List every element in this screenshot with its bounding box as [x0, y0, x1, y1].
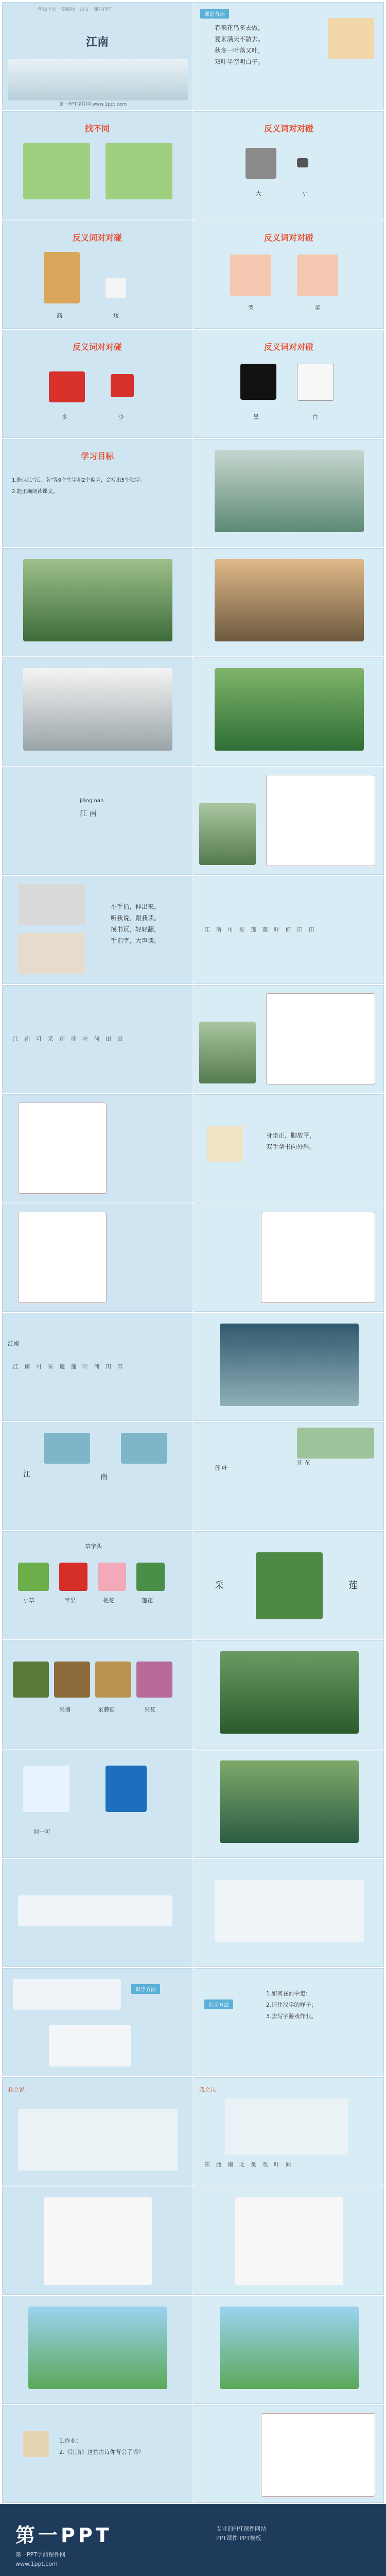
slide-title: 反义词对对碰 [264, 233, 313, 243]
character-row: 江 南 可 采 莲 莲 叶 何 田 田 [13, 1036, 125, 1042]
word-label: 莲花 [142, 1597, 153, 1604]
slide-title: 找不同 [84, 124, 110, 133]
slide-grid-right[interactable] [194, 1204, 384, 1312]
slide-title: 反义词对对碰 [264, 124, 313, 133]
slide-lotus-cards[interactable] [194, 1422, 384, 1530]
fish-glyph-strip [18, 1895, 172, 1926]
method-tag: 识字方法 [131, 1984, 160, 1994]
char-label: 河一可 [33, 1828, 50, 1835]
word-label: 桃花 [103, 1597, 114, 1604]
homework-line: 2.《江南》这首古诗你背会了吗？ [59, 2449, 144, 2455]
method-line: 1.如何在河中走： [266, 1990, 311, 1997]
slide-recognize[interactable] [194, 2077, 384, 2185]
slide-warmup[interactable] [194, 2, 384, 110]
character-grid [266, 993, 375, 1084]
character-row: 江 南 可 采 莲 莲 叶 何 田 田 [13, 1363, 125, 1370]
slide-photo-lotus[interactable] [194, 657, 384, 766]
canal-houses-image [215, 559, 364, 641]
ruler-strip [13, 1979, 121, 2010]
cherries-image [49, 371, 85, 402]
apple-image [59, 1563, 87, 1591]
goal-line: 1.能认江“江、南”等9个生字和2个偏旁，会写出5个独字。 [12, 478, 145, 483]
slide-char-row[interactable] [194, 876, 384, 984]
slide-poem-grid[interactable] [194, 767, 384, 875]
slide-photo-snow[interactable] [2, 657, 192, 766]
slide-photo-canal[interactable] [194, 548, 384, 656]
word-label: 采蘑菇 [98, 1706, 115, 1713]
slide-photo-river-aerial[interactable] [194, 1313, 384, 1421]
footer-right-text: 专业的PPT课件网站 PPT课件 PPT模板 [216, 2526, 266, 2541]
title-pinyin: jiāng nán [80, 798, 104, 804]
lotus-image [136, 1563, 165, 1591]
poem-card [44, 2197, 152, 2285]
antonym-label: 白 [312, 414, 318, 420]
lotus-pond-image [215, 668, 364, 751]
goal-line: 2.能正确朗读课文。 [12, 489, 58, 495]
slide-grass-radical[interactable] [2, 1531, 192, 1639]
slide-char-cards[interactable] [194, 1859, 384, 1967]
river-thumb-image [121, 1433, 167, 1464]
river-town-image [215, 450, 364, 532]
word-card: 莲 花 [297, 1460, 310, 1466]
picking-image [13, 1662, 49, 1698]
slide-poem-color-2[interactable] [194, 2296, 384, 2404]
antonym-label: 大 [256, 190, 261, 197]
slide-find-diff[interactable] [2, 111, 192, 219]
warmup-line: 双叶半空明白子。 [215, 58, 265, 65]
slide-grid-left[interactable] [2, 1094, 192, 1202]
grass-image [18, 1563, 49, 1591]
slide-photo-river[interactable] [194, 439, 384, 547]
rabbit-image [106, 278, 126, 298]
habit-line: 听我说，跟我读。 [111, 914, 161, 922]
white-cat-image [297, 364, 334, 401]
lotus-flower-image [220, 1651, 359, 1734]
word-label: 采摘 [59, 1706, 71, 1713]
slide-title: 反义词对对碰 [72, 233, 122, 243]
section-label: 我会认 [199, 2087, 216, 2093]
antonym-label: 黑 [253, 414, 259, 420]
slide-antonyms-tall[interactable] [2, 221, 192, 329]
slide-photo-fish[interactable] [194, 1750, 384, 1858]
section-label: 我会说 [8, 2087, 25, 2093]
smiling-baby-image [297, 255, 338, 296]
slide-photo-bridge[interactable] [2, 548, 192, 656]
slide-poem-color[interactable] [2, 2296, 192, 2404]
apple-image [111, 374, 134, 397]
word-card: 莲 叶 [215, 1465, 228, 1471]
recognize-row: 东 西 南 北 鱼 戏 叶 间 [204, 2161, 293, 2168]
lotus-painting-image [199, 1022, 256, 1083]
method-tag: 识字方法 [204, 1999, 233, 2009]
child-writing-image [207, 1126, 243, 1162]
word-label: 采花 [144, 1706, 155, 1713]
slide-methods[interactable] [194, 1968, 384, 2076]
slide-title: 反义词对对碰 [72, 342, 122, 352]
poem-card [235, 2197, 343, 2285]
river-sign-image [23, 1766, 69, 1812]
poem-colour-image [28, 2307, 167, 2389]
habit-line: 手指字，大声读。 [111, 937, 161, 944]
character-grid [261, 1212, 375, 1303]
slide-photo-lotus-flower[interactable] [194, 1640, 384, 1749]
antonym-label: 多 [62, 414, 67, 420]
warmup-line: 春来花鸟多去做， [215, 24, 265, 31]
slide-char-river[interactable] [2, 1313, 192, 1421]
mushroom-image [95, 1662, 131, 1698]
cover-title: 江南 [85, 36, 109, 49]
tree-image [256, 1552, 323, 1619]
slide-directions[interactable] [2, 1968, 192, 2076]
homework-line: 1.作业： [59, 2437, 82, 2444]
char-card: 南 [100, 1473, 108, 1481]
elephant-image [245, 148, 276, 179]
book-hand-image [18, 884, 85, 925]
character-grid [18, 1103, 107, 1194]
char-card: 莲 [348, 1580, 358, 1591]
brand-logo: 第一PPT [15, 2524, 112, 2547]
winding-river-image [220, 1324, 359, 1406]
slide-goals[interactable] [2, 439, 192, 547]
slide-antonyms-big[interactable] [194, 111, 384, 219]
slide-he-ke[interactable] [2, 1750, 192, 1858]
slide-poem-grid-2[interactable] [194, 985, 384, 1093]
book-finger-image [18, 933, 85, 974]
method-line: 2.记住汉字的样子； [266, 2002, 317, 2008]
posture-line: 身坐正，脚放平， [266, 1132, 316, 1139]
slide-poem-title[interactable] [2, 767, 192, 875]
antonym-label: 高 [57, 312, 62, 319]
child-reading-image [328, 18, 374, 59]
cover-header: 一年级上册一部编版一语文一课件PPT [33, 7, 112, 12]
slide-title: 反义词对对碰 [264, 342, 313, 352]
slide-antonyms-many[interactable] [2, 330, 192, 438]
character-grid [18, 1212, 107, 1303]
slide-pick-char[interactable] [194, 1531, 384, 1639]
slide-fish-chars[interactable] [2, 1859, 192, 1967]
arch-diagram [225, 2098, 348, 2155]
slide-poem-card-2[interactable] [194, 2187, 384, 2295]
poem-colour-image [220, 2307, 359, 2389]
lotus-leaf-image [297, 1428, 374, 1459]
slide-picking[interactable] [2, 1640, 192, 1749]
character-grid [261, 2413, 375, 2497]
river-thumb-image [44, 1433, 90, 1464]
peach-blossom-image [98, 1563, 126, 1591]
char-card: 采 [215, 1580, 224, 1591]
crying-baby-image [230, 255, 271, 296]
antonym-label: 哭 [248, 304, 254, 311]
char-card: 江 [23, 1470, 30, 1479]
picking-image [54, 1662, 90, 1698]
slide-poem-card[interactable] [2, 2187, 192, 2295]
warmup-line: 夏来满天不散去。 [215, 36, 265, 43]
compass-diagram [49, 2025, 131, 2066]
habit-line: 小手指，伸出来， [111, 903, 161, 910]
slide-posture[interactable] [194, 1094, 384, 1202]
ink-mountain-image [8, 59, 188, 100]
antonym-label: 笑 [315, 304, 321, 311]
word-label: 苹果 [64, 1597, 76, 1604]
slide-speak[interactable] [2, 2077, 192, 2185]
slide-cover[interactable] [2, 2, 192, 110]
radical-label: 草字头 [85, 1543, 102, 1550]
footer-banner [0, 2504, 386, 2576]
lotus-painting-image [199, 803, 256, 865]
slide-homework[interactable] [2, 2405, 192, 2503]
slide-river-cards[interactable] [2, 1422, 192, 1530]
char-label: 江南 [8, 1340, 19, 1347]
slide-title: 学习目标 [80, 451, 114, 461]
stone-bridge-image [23, 559, 172, 641]
antonym-label: 少 [118, 414, 124, 420]
slide-antonyms-cry[interactable] [194, 221, 384, 329]
black-cat-image [240, 364, 276, 400]
footer-text: 第一PPT学前课件网 www.1ppt.com [15, 2551, 65, 2567]
teacher-icon [23, 2431, 49, 2457]
warmup-line: 秋冬一叶落又叶， [215, 47, 265, 54]
flower-image [136, 1662, 172, 1698]
cartoon-boy-image [23, 143, 90, 199]
slide-reading-habit[interactable] [2, 876, 192, 984]
character-grid [266, 775, 375, 866]
giraffe-image [44, 252, 80, 303]
antonym-label: 小 [302, 190, 308, 197]
leaf-fish-diagram [18, 2109, 178, 2171]
warmup-tag: 课前背诵 [200, 9, 229, 19]
cartoon-boy-image [106, 143, 172, 199]
brand-strip: 第一PPT课件网 www.1ppt.com [59, 102, 127, 107]
slide-final-grid[interactable] [194, 2405, 384, 2503]
char-card-tree [215, 1880, 364, 1942]
slide-char-row-2[interactable] [2, 985, 192, 1093]
method-line: 3.去写字游戏作业。 [266, 2013, 317, 2020]
character-row: 江 南 可 采 莲 莲 叶 何 田 田 [204, 926, 317, 933]
slide-antonyms-black[interactable] [194, 330, 384, 438]
word-label: 小草 [23, 1597, 34, 1604]
fish-pond-image [220, 1760, 359, 1843]
habit-line: 摸书页，轻轻翻， [111, 926, 161, 933]
slide-grid-left-2[interactable] [2, 1204, 192, 1312]
snow-town-image [23, 668, 172, 751]
trash-bin-image [106, 1766, 147, 1812]
posture-line: 双手拿书向外斜。 [266, 1143, 316, 1150]
mouse-image [297, 158, 308, 167]
poem-title: 江 南 [80, 810, 97, 818]
antonym-label: 矮 [113, 312, 119, 319]
